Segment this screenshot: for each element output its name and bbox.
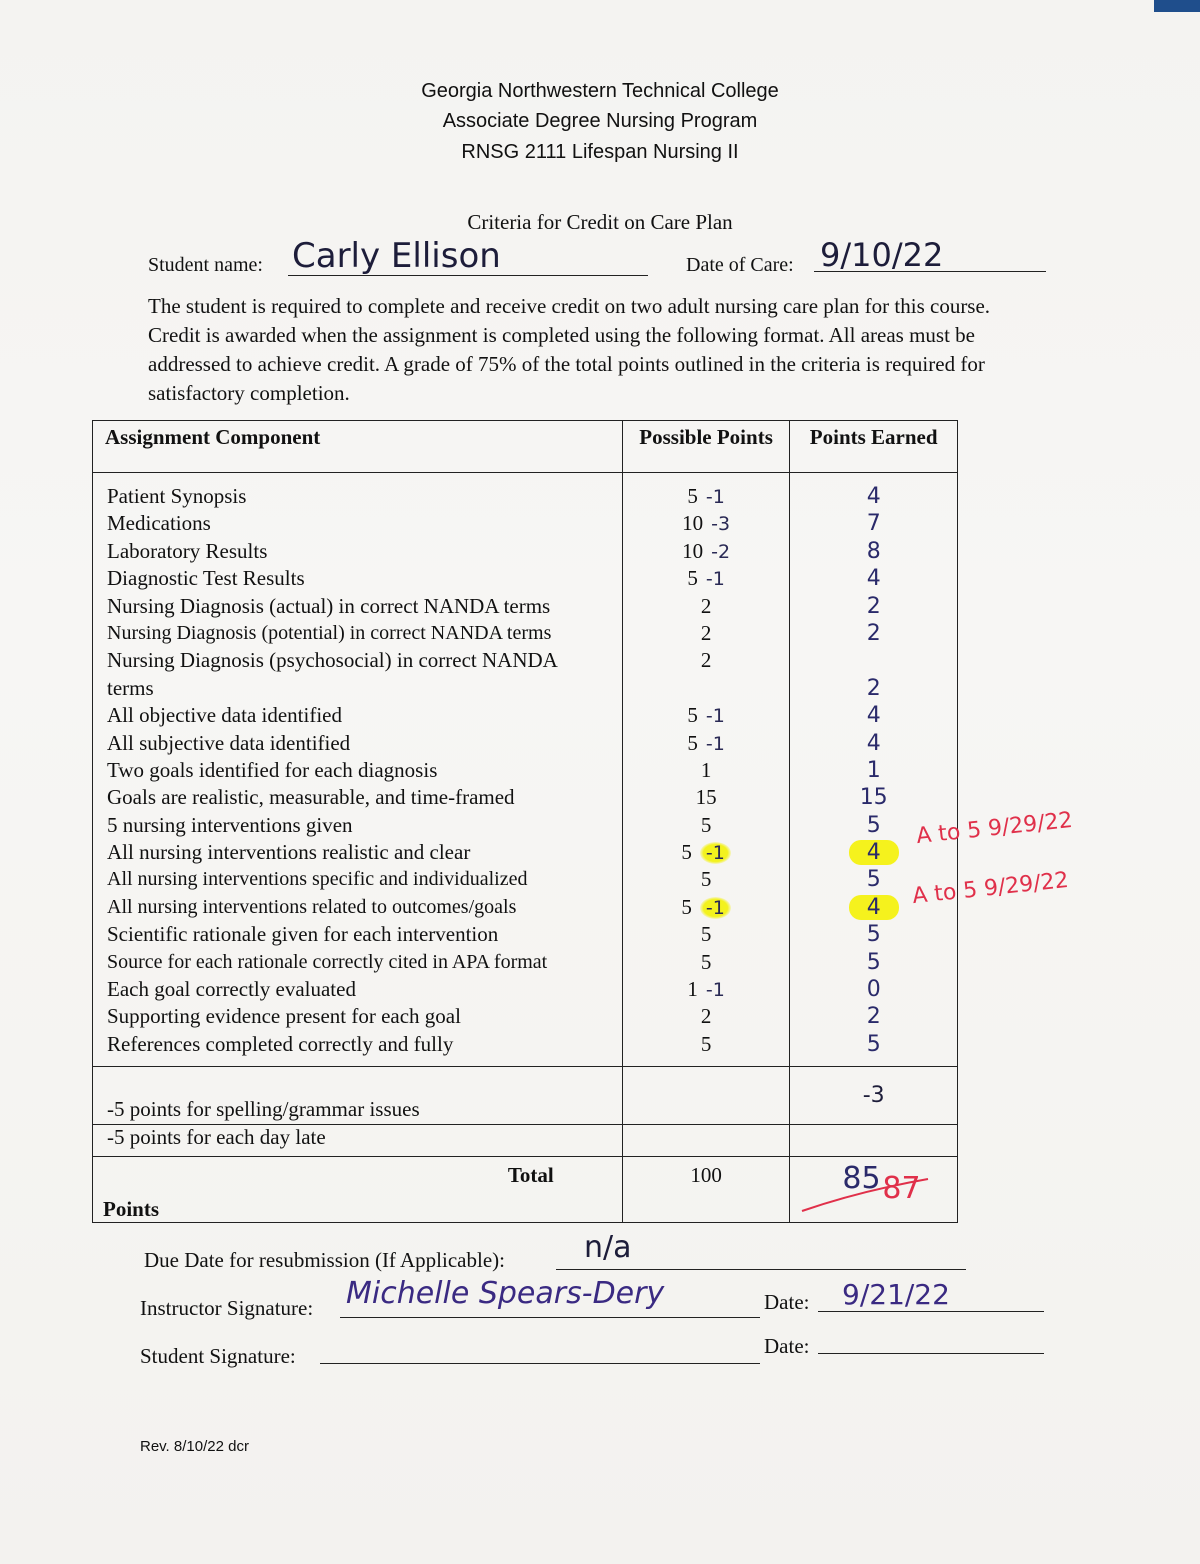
possible-value: 2	[700, 1004, 712, 1029]
earned-value: 5	[866, 949, 881, 975]
earned-value: 2	[866, 1004, 881, 1030]
possible-points	[623, 565, 790, 592]
earned-column	[790, 473, 958, 1067]
component-column	[93, 473, 623, 1067]
deduction-mark: -1	[705, 486, 725, 508]
deduction-mark: -1	[705, 979, 725, 1002]
instructor-signature-label: Instructor Signature:	[140, 1296, 314, 1320]
earned-points[interactable]	[790, 620, 957, 647]
instructor-signature-value[interactable]: Michelle Spears-Dery	[346, 1276, 665, 1311]
possible-value: 10	[682, 511, 704, 536]
component-label: Source for each rationale correctly cited in APA format	[107, 950, 548, 973]
component-label: Laboratory Results	[107, 538, 268, 563]
student-date-line[interactable]	[818, 1352, 1044, 1354]
earned-value: 4	[849, 895, 899, 920]
adjustment-note-1: A to 5 9/29/22	[915, 807, 1074, 850]
possible-points	[623, 921, 790, 948]
student-name-value[interactable]: Carly Ellison	[292, 236, 501, 276]
earned-points[interactable]	[790, 647, 957, 674]
total-earned-value[interactable]: 85	[842, 1161, 881, 1197]
form-title: Criteria for Credit on Care Plan	[467, 210, 733, 234]
earned-points[interactable]	[790, 976, 957, 1003]
component-label: Nursing Diagnosis (actual) in correct NANDA terms	[107, 593, 551, 618]
possible-points	[623, 593, 790, 620]
earned-value: 2	[866, 620, 881, 646]
student-name-label: Student name:	[148, 254, 263, 276]
possible-value: 5	[700, 949, 712, 974]
possible-points	[623, 866, 790, 893]
possible-value: 2	[700, 620, 712, 645]
deduction-mark: -1	[700, 897, 731, 919]
possible-column	[622, 473, 790, 1067]
possible-points	[623, 510, 790, 537]
possible-points	[623, 949, 790, 976]
component-label: terms	[107, 675, 154, 700]
late-penalty-label: -5 points for each day late	[93, 1125, 623, 1157]
criteria-table	[92, 420, 958, 1223]
component-label: Medications	[107, 511, 211, 536]
earned-value: 2	[866, 675, 881, 701]
possible-value: 5	[681, 894, 692, 919]
total-label-cell	[93, 1157, 623, 1223]
spelling-penalty-label: -5 points for spelling/grammar issues	[93, 1067, 623, 1125]
possible-points	[623, 730, 790, 757]
instructor-date-label: Date:	[764, 1290, 810, 1314]
component-label: Patient Synopsis	[107, 484, 247, 508]
earned-points[interactable]	[790, 702, 957, 729]
component-label: All nursing interventions realistic and clear	[107, 840, 471, 865]
earned-value: 4	[866, 703, 881, 729]
header-component: Assignment Component	[93, 421, 623, 473]
possible-value: 10	[682, 538, 704, 563]
strike-mark	[800, 1177, 950, 1217]
earned-value: 5	[866, 812, 881, 838]
possible-value: 5	[700, 922, 712, 947]
possible-points	[623, 839, 790, 866]
total-revised-value[interactable]: 87	[882, 1171, 921, 1207]
earned-value: 1	[866, 757, 881, 783]
earned-value: 0	[866, 977, 881, 1003]
possible-value: 5	[687, 566, 698, 591]
component-label: References completed correctly and fully	[107, 1031, 454, 1056]
possible-value: 5	[700, 1031, 712, 1056]
total-label: Total	[507, 1163, 554, 1188]
earned-points[interactable]	[790, 921, 957, 948]
folder-tab	[1154, 0, 1200, 12]
student-date-label: Date:	[764, 1334, 810, 1358]
possible-value: 5	[687, 484, 698, 508]
possible-points	[623, 702, 790, 729]
earned-points[interactable]	[790, 538, 957, 565]
deduction-mark: -1	[705, 568, 725, 591]
earned-points[interactable]	[790, 593, 957, 620]
earned-points[interactable]	[790, 510, 957, 537]
deduction-mark: -1	[705, 732, 725, 755]
possible-value: 5	[700, 812, 712, 837]
program-name: Associate Degree Nursing Program	[442, 110, 758, 132]
table-header-row	[93, 421, 958, 473]
component-label: Goals are realistic, measurable, and time-framed	[107, 785, 515, 810]
earned-points[interactable]	[790, 565, 957, 592]
earned-value: 4	[866, 484, 881, 509]
total-earned-cell	[790, 1157, 958, 1223]
course-name: RNSG 2111 Lifespan Nursing II	[461, 141, 739, 163]
spelling-penalty-row	[93, 1067, 958, 1125]
earned-points[interactable]	[790, 949, 957, 976]
possible-points	[623, 538, 790, 565]
possible-points	[623, 812, 790, 839]
possible-points	[623, 784, 790, 811]
possible-points	[623, 620, 790, 647]
deduction-mark: -3	[711, 513, 731, 536]
component-label: Diagnostic Test Results	[107, 566, 305, 591]
possible-value: 2	[700, 648, 712, 673]
late-penalty-row	[93, 1125, 958, 1157]
component-label: 5 nursing interventions given	[107, 812, 353, 837]
earned-value: 4	[849, 840, 899, 865]
late-penalty-possible	[622, 1125, 790, 1157]
component-label: Nursing Diagnosis (potential) in correct NANDA terms	[107, 621, 552, 644]
resubmission-value[interactable]: n/a	[584, 1230, 632, 1265]
possible-value: 1	[687, 977, 698, 1002]
component-label: All objective data identified	[107, 703, 342, 728]
earned-points[interactable]	[790, 730, 957, 757]
deduction-mark: -1	[700, 842, 731, 864]
possible-points	[623, 1031, 790, 1058]
earned-value: 5	[866, 922, 881, 948]
earned-value: 7	[866, 511, 881, 537]
possible-points	[623, 757, 790, 784]
revision-note: Rev. 8/10/22 dcr	[140, 1438, 249, 1455]
possible-value: 1	[700, 757, 712, 782]
spelling-penalty-possible	[622, 1067, 790, 1125]
possible-points	[623, 894, 790, 921]
component-label: Nursing Diagnosis (psychosocial) in correct NANDA	[107, 648, 558, 673]
criteria-rows	[93, 473, 958, 1067]
possible-value: 5	[687, 730, 698, 755]
possible-points	[623, 976, 790, 1003]
possible-value: 15	[695, 785, 717, 810]
component-label: All nursing interventions specific and individualized	[107, 868, 528, 891]
date-of-care-label: Date of Care:	[686, 254, 794, 276]
deduction-mark: -1	[705, 705, 725, 728]
possible-points	[623, 483, 790, 510]
student-signature-line[interactable]	[320, 1362, 760, 1364]
possible-points	[623, 675, 790, 702]
adjustment-note-2: A to 5 9/29/22	[911, 867, 1070, 910]
earned-points[interactable]	[790, 675, 957, 702]
component-label: All subjective data identified	[107, 730, 351, 755]
earned-value: 15	[859, 785, 888, 811]
earned-value: 4	[866, 730, 881, 756]
header-earned: Points Earned	[790, 421, 958, 473]
earned-points[interactable]	[790, 1003, 957, 1030]
possible-value: 5	[681, 840, 692, 865]
component-label: Each goal correctly evaluated	[107, 977, 356, 1002]
component-label: Scientific rationale given for each intervention	[107, 922, 499, 947]
earned-value: 4	[866, 566, 881, 592]
possible-value: 5	[700, 867, 712, 892]
instructor-date-value[interactable]: 9/21/22	[842, 1278, 950, 1311]
earned-points[interactable]	[790, 757, 957, 784]
component-label: Two goals identified for each diagnosis	[107, 757, 438, 782]
total-possible: 100	[622, 1157, 790, 1223]
possible-value: 5	[687, 703, 698, 728]
late-penalty-earned	[790, 1125, 958, 1157]
component-label: Supporting evidence present for each goal	[107, 1004, 461, 1029]
earned-points[interactable]	[790, 1031, 957, 1058]
header-possible: Possible Points	[622, 421, 790, 473]
earned-value: 5	[866, 867, 881, 893]
possible-value: 2	[700, 593, 712, 618]
date-of-care-value[interactable]: 9/10/22	[820, 236, 944, 274]
component-label: All nursing interventions related to outcomes/goals	[107, 895, 517, 918]
earned-points[interactable]	[790, 483, 957, 510]
possible-points	[623, 1003, 790, 1030]
resubmission-label: Due Date for resubmission (If Applicable):	[144, 1248, 505, 1272]
total-row	[93, 1157, 958, 1223]
points-label: Points	[103, 1197, 160, 1222]
college-name: Georgia Northwestern Technical College	[421, 80, 779, 102]
student-signature-label: Student Signature:	[140, 1344, 296, 1368]
instructions-paragraph: The student is required to complete and receive credit on two adult nursing care plan for this course. Credit is awarded when the assignment is completed using the following format. All areas must be addressed to achieve credit. A grade of 75% of the total points outlined in the criteria is required for satisfactory completion.	[148, 294, 991, 405]
possible-points	[623, 647, 790, 674]
instructor-signature-line	[340, 1316, 760, 1318]
earned-points[interactable]	[790, 784, 957, 811]
earned-value: 8	[866, 538, 881, 564]
deduction-mark: -2	[711, 540, 731, 563]
earned-value: 2	[866, 593, 881, 619]
earned-value: 5	[866, 1031, 881, 1057]
resubmission-line	[556, 1268, 966, 1270]
penalty-earned-value[interactable]: -3	[862, 1083, 885, 1109]
